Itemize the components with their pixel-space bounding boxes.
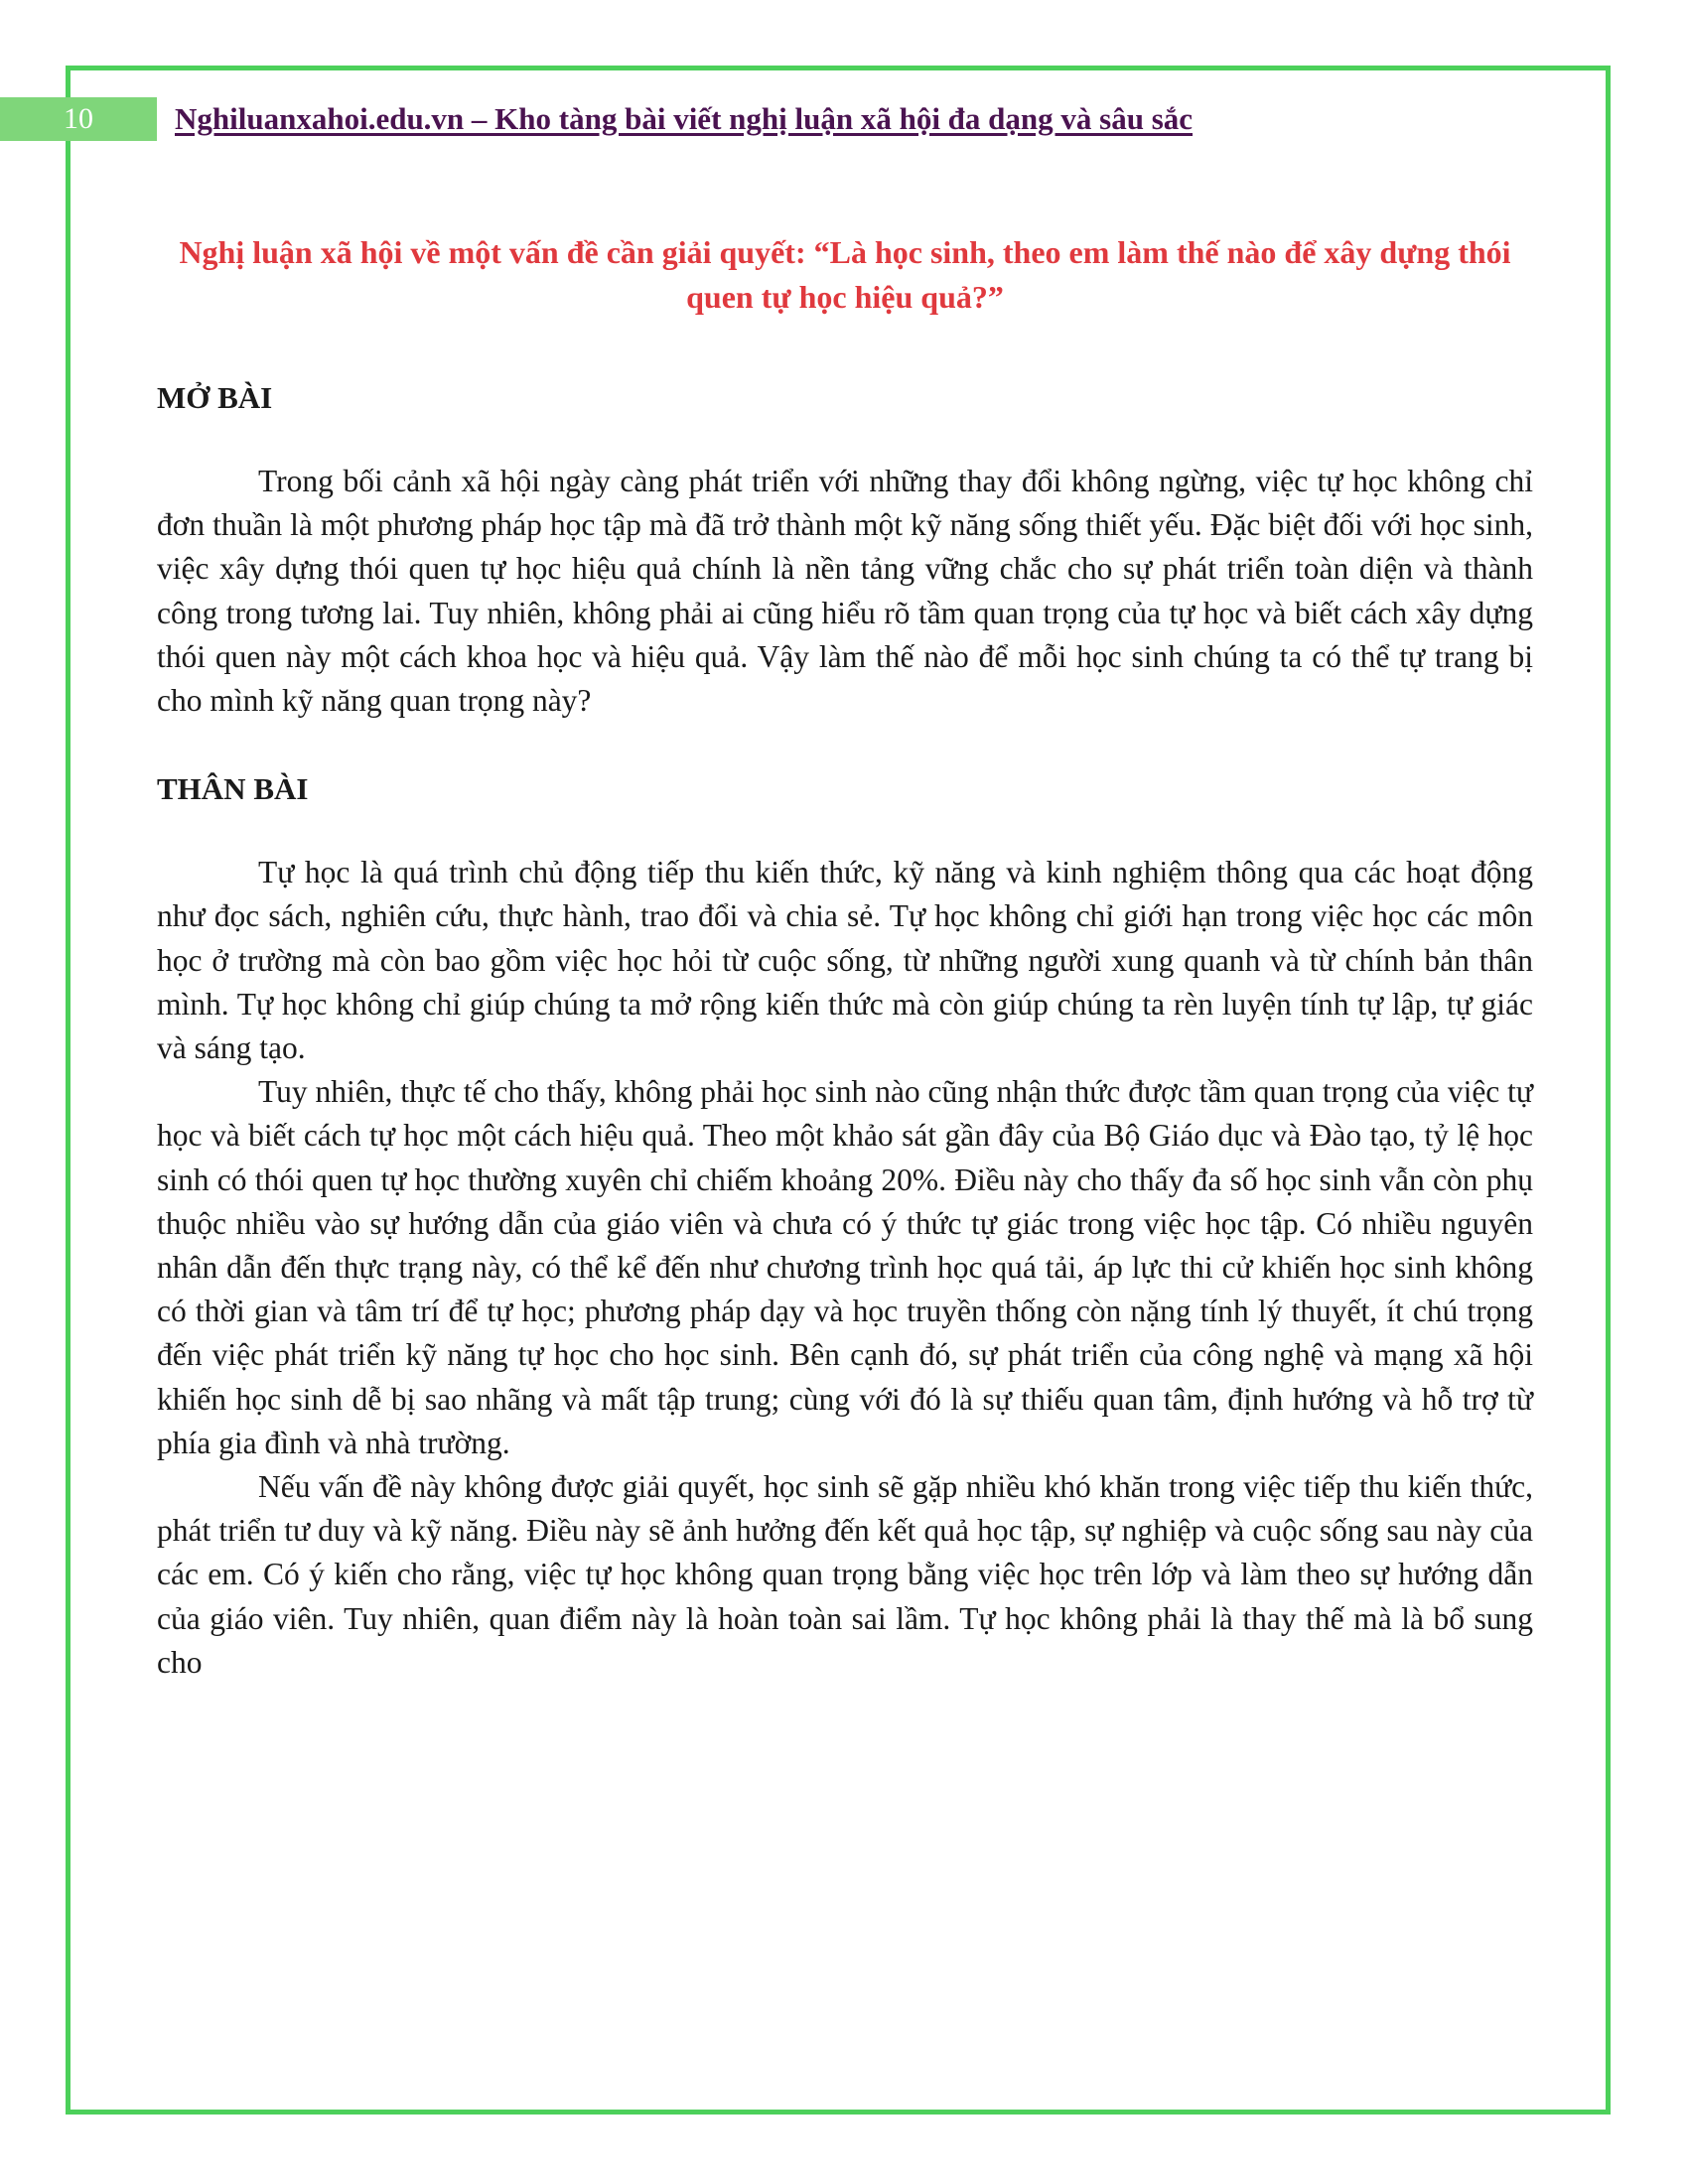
document-body — [157, 230, 1533, 1685]
paragraph: Tuy nhiên, thực tế cho thấy, không phải học sinh nào cũng nhận thức được tầm quan trọng của việc tự học và biết cách tự học một cách hiệu quả. Theo một khảo sát gần đây của Bộ Giáo dục và Đào tạo, tỷ lệ học sinh có thói quen tự học thường xuyên chỉ chiếm khoảng 20%. Điều này cho thấy đa số học sinh vẫn còn phụ thuộc nhiều vào sự hướng dẫn của giáo viên và chưa có ý thức tự giác trong việc học tập. Có nhiều nguyên nhân dẫn đến thực trạng này, có thể kể đến như chương trình học quá tải, áp lực thi cử khiến học sinh không có thời gian và tâm trí để tự học; phương pháp dạy và học truyền thống còn nặng tính lý thuyết, ít chú trọng đến việc phát triển kỹ năng tự học cho học sinh. Bên cạnh đó, sự phát triển của công nghệ và mạng xã hội khiến học sinh dễ bị sao nhãng và mất tập trung; cùng với đó là sự thiếu quan tâm, định hướng và hỗ trợ từ phía gia đình và nhà trường. — [157, 1074, 1533, 1460]
paragraph: Trong bối cảnh xã hội ngày càng phát triển với những thay đổi không ngừng, việc tự học không chỉ đơn thuần là một phương pháp học tập mà đã trở thành một kỹ năng sống thiết yếu. Đặc biệt đối với học sinh, việc xây dựng thói quen tự học hiệu quả chính là nền tảng vững chắc cho sự phát triển toàn diện và thành công trong tương lai. Tuy nhiên, không phải ai cũng hiểu rõ tầm quan trọng của tự học và biết cách xây dựng thói quen này một cách khoa học và hiệu quả. Vậy làm thế nào để mỗi học sinh chúng ta có thể tự trang bị cho mình kỹ năng quan trọng này? — [157, 464, 1533, 719]
paragraph: Nếu vấn đề này không được giải quyết, học sinh sẽ gặp nhiều khó khăn trong việc tiếp thu kiến thức, phát triển tư duy và kỹ năng. Điều này sẽ ảnh hưởng đến kết quả học tập, sự nghiệp và cuộc sống sau này của các em. Có ý kiến cho rằng, việc tự học không quan trọng bằng việc học trên lớp và làm theo sự hướng dẫn của giáo viên. Tuy nhiên, quan điểm này là hoàn toàn sai lầm. Tự học không phải là thay thế mà là bổ sung cho — [157, 1469, 1533, 1680]
header-site-title[interactable]: Nghiluanxahoi.edu.vn – Kho tàng bài viết nghị luận xã hội đa dạng và sâu sắc — [175, 101, 1194, 136]
page-number: 10 — [0, 97, 157, 141]
section-heading-mo-bai: MỞ BÀI — [157, 380, 273, 415]
document-title: Nghị luận xã hội về một vấn đề cần giải quyết: “Là học sinh, theo em làm thế nào để xây dựng thói quen tự học hiệu quả?” — [179, 234, 1511, 315]
section-heading-than-bai: THÂN BÀI — [157, 771, 309, 807]
paragraph: Tự học là quá trình chủ động tiếp thu kiến thức, kỹ năng và kinh nghiệm thông qua các hoạt động như đọc sách, nghiên cứu, thực hành, trao đổi và chia sẻ. Tự học không chỉ giới hạn trong việc học các môn học ở trường mà còn bao gồm việc học hỏi từ cuộc sống, từ những người xung quanh và từ chính bản thân mình. Tự học không chỉ giúp chúng ta mở rộng kiến thức mà còn giúp chúng ta rèn luyện tính tự lập, tự giác và sáng tạo. — [157, 855, 1533, 1066]
